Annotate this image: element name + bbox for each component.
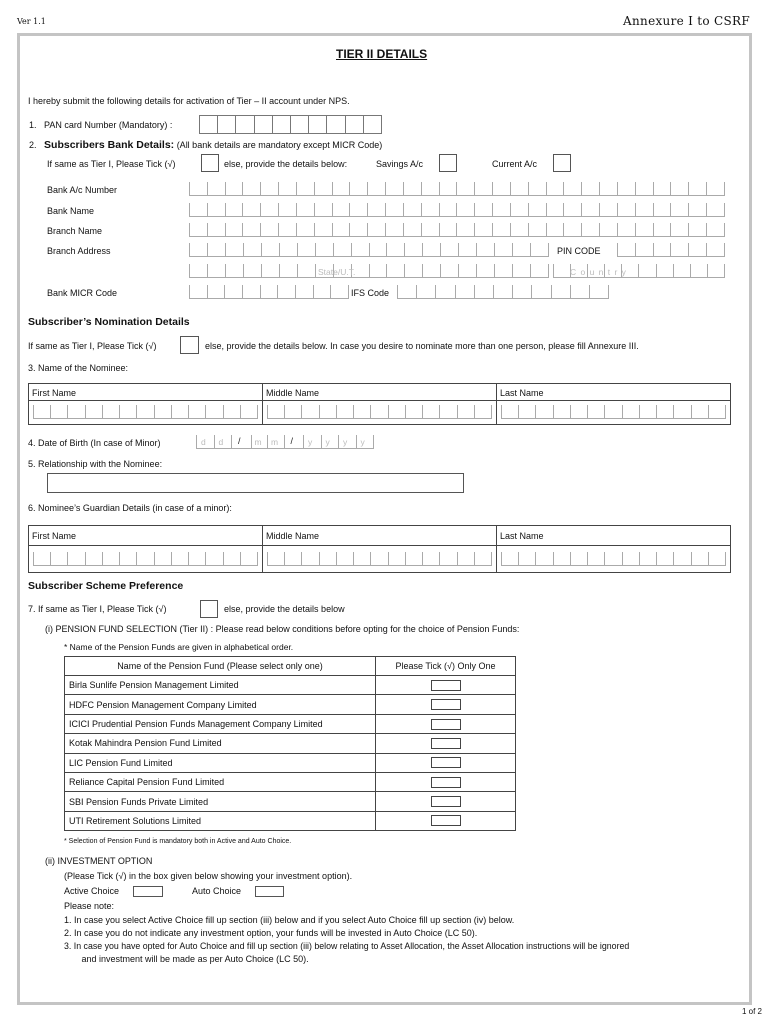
please-note-label: Please note: [64, 901, 115, 911]
bank-name-input[interactable] [189, 203, 725, 217]
intro-text: I hereby submit the following details for activation of Tier – II account under NPS. [28, 96, 350, 106]
note-item: and investment will be made as per Auto Choice (LC 50). [64, 954, 309, 964]
nomination-same-tier-checkbox[interactable] [180, 336, 199, 354]
guardian-first-name-input[interactable] [29, 546, 263, 572]
pan-number-label: 1. PAN card Number (Mandatory) : [29, 120, 173, 130]
note-item: 3. In case you have opted for Auto Choice and fill up section (iii) below relating to Asset Allocation, the Asset Allocation instructions will be ignored [64, 941, 630, 951]
branch-address-input[interactable] [189, 243, 549, 257]
branch-name-input[interactable] [189, 223, 725, 237]
nominee-name-table [28, 383, 731, 425]
state-input[interactable] [189, 264, 549, 278]
note-item: 1. In case you select Active Choice fill up section (iii) below and if you select Auto Choice fill up section (iv) below. [64, 915, 515, 925]
table-row [65, 792, 516, 811]
guardian-name-table [28, 525, 731, 573]
scheme-else-label: else, provide the details below [224, 604, 345, 614]
ifs-label: IFS Code [351, 288, 390, 298]
fund-checkbox[interactable] [431, 719, 461, 730]
fund-checkbox[interactable] [431, 680, 461, 691]
fund-name: SBI Pension Funds Private Limited [65, 792, 376, 811]
fund-checkbox[interactable] [431, 815, 461, 826]
fund-tick-header: Please Tick (√) Only One [376, 657, 516, 676]
savings-label: Savings A/c [376, 159, 424, 169]
micr-label: Bank MICR Code [47, 288, 118, 298]
savings-checkbox[interactable] [439, 154, 457, 172]
fund-checkbox[interactable] [431, 699, 461, 710]
first-name-header: First Name [29, 384, 263, 400]
dob-label: 4. Date of Birth (In case of Minor) [28, 438, 161, 448]
note-item: 2. In case you do not indicate any investment option, your funds will be invested in Auto Choice (LC 50). [64, 928, 478, 938]
nominee-last-name-input[interactable] [497, 401, 730, 424]
nominee-name-label: 3. Name of the Nominee: [28, 363, 129, 373]
dob-input[interactable]: d d / m m / y y y y [196, 435, 374, 449]
bank-name-label: Bank Name [47, 206, 95, 216]
guardian-label: 6. Nominee’s Guardian Details (in case of a minor): [28, 503, 232, 513]
current-checkbox[interactable] [553, 154, 571, 172]
page-number: 1 of 2 [741, 1007, 762, 1016]
branch-name-label: Branch Name [47, 226, 103, 236]
bank-same-tier-checkbox[interactable] [201, 154, 219, 172]
relationship-label: 5. Relationship with the Nominee: [28, 459, 163, 469]
scheme-heading: Subscriber Scheme Preference [28, 580, 184, 592]
fund-checkbox[interactable] [431, 796, 461, 807]
pension-fund-footnote: * Selection of Pension Fund is mandatory both in Active and Auto Choice. [64, 838, 292, 845]
bank-same-tier-label: If same as Tier I, Please Tick (√) [47, 159, 176, 169]
bank-heading: 2. Subscribers Bank Details: (All bank details are mandatory except MICR Code) [29, 139, 383, 151]
auto-choice-checkbox[interactable] [255, 886, 284, 897]
last-name-header: Last Name [500, 388, 544, 398]
bank-account-input[interactable] [189, 182, 725, 196]
fund-name: ICICI Prudential Pension Funds Management Company Limited [65, 714, 376, 733]
table-row [65, 695, 516, 714]
fund-name-header: Name of the Pension Fund (Please select only one) [65, 657, 376, 676]
fund-checkbox[interactable] [431, 738, 461, 749]
pension-fund-heading: (i) PENSION FUND SELECTION (Tier II) : Please read below conditions before opting for the choice of Pension Funds: [45, 624, 520, 634]
fund-name: LIC Pension Fund Limited [65, 753, 376, 772]
pin-code-label: PIN CODE [557, 246, 601, 256]
scheme-same-tier-label: 7. If same as Tier I, Please Tick (√) [28, 604, 167, 614]
guardian-last-name-header: Last Name [500, 531, 544, 541]
guardian-middle-name-input[interactable] [263, 546, 497, 572]
fund-checkbox[interactable] [431, 777, 461, 788]
guardian-first-name-header: First Name [29, 526, 263, 545]
scheme-same-tier-checkbox[interactable] [200, 600, 218, 618]
table-row [65, 811, 516, 830]
current-label: Current A/c [492, 159, 538, 169]
nomination-else-label: else, provide the details below. In case you desire to nominate more than one person, please fill Annexure III. [205, 341, 639, 351]
investment-option-heading: (ii) INVESTMENT OPTION [45, 856, 153, 866]
guardian-middle-name-header: Middle Name [263, 526, 497, 545]
guardian-last-name-input[interactable] [497, 546, 730, 572]
nominee-middle-name-input[interactable] [263, 401, 497, 424]
page-title: TIER II DETAILS [336, 47, 428, 61]
fund-name: UTI Retirement Solutions Limited [65, 811, 376, 830]
auto-choice-label: Auto Choice [192, 886, 242, 896]
fund-name: Reliance Capital Pension Fund Limited [65, 772, 376, 791]
active-choice-checkbox[interactable] [133, 886, 163, 897]
pan-input[interactable] [199, 115, 382, 134]
version-label: Ver 1.1 [17, 17, 46, 26]
state-hint: State/U.T. [318, 267, 356, 277]
ifs-input[interactable] [397, 285, 609, 299]
pension-fund-table [64, 656, 516, 831]
active-choice-label: Active Choice [64, 886, 120, 896]
fund-checkbox[interactable] [431, 757, 461, 768]
table-row [65, 753, 516, 772]
branch-address-label: Branch Address [47, 246, 111, 256]
pin-code-input[interactable] [617, 243, 725, 257]
nominee-first-name-input[interactable] [29, 401, 263, 424]
bank-else-label: else, provide the details below: [224, 159, 348, 169]
micr-input[interactable] [189, 285, 349, 299]
pension-fund-note: * Name of the Pension Funds are given in alphabetical order. [64, 642, 294, 652]
relationship-input[interactable] [47, 473, 464, 493]
fund-name: Birla Sunlife Pension Management Limited [65, 676, 376, 695]
middle-name-header: Middle Name [263, 384, 497, 400]
table-row [65, 714, 516, 733]
fund-name: Kotak Mahindra Pension Fund Limited [65, 734, 376, 753]
annexure-label: Annexure I to CSRF [623, 14, 750, 28]
table-row [65, 772, 516, 791]
country-hint: C o u n t r y [570, 267, 626, 277]
investment-option-instruction: (Please Tick (√) in the box given below showing your investment option). [64, 871, 353, 881]
table-row [65, 676, 516, 695]
fund-name: HDFC Pension Management Company Limited [65, 695, 376, 714]
table-row [65, 734, 516, 753]
nomination-heading: Subscriber’s Nomination Details [28, 316, 190, 328]
nomination-same-tier-label: If same as Tier I, Please Tick (√) [28, 341, 157, 351]
bank-account-label: Bank A/c Number [47, 185, 118, 195]
